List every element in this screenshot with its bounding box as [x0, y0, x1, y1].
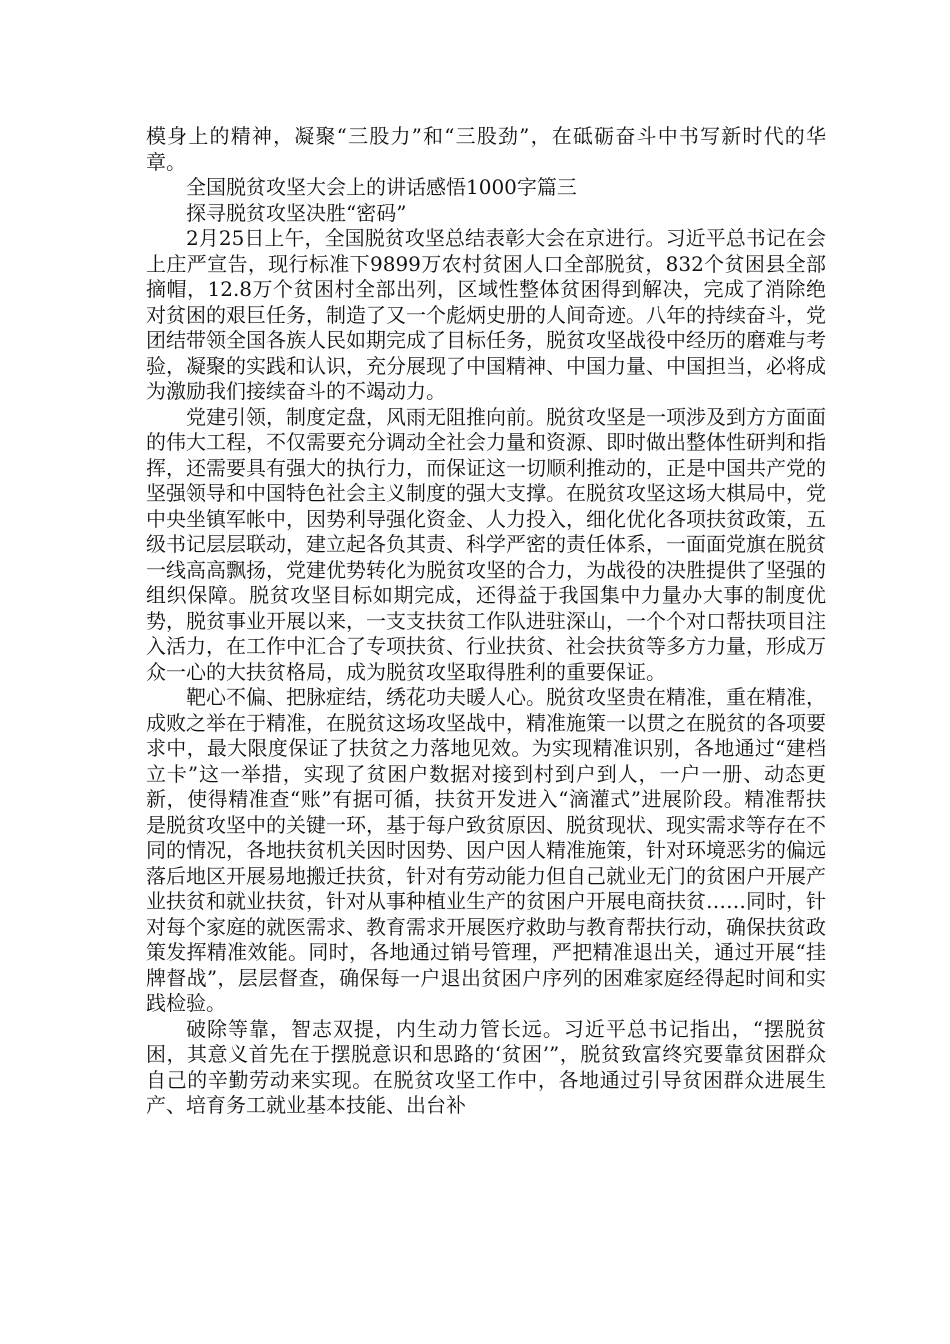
article-subtitle: 探寻脱贫攻坚决胜“密码” [186, 200, 407, 225]
paragraph-precision: 靶心不偏、把脉症结，绣花功夫暖人心。脱贫攻坚贵在精准，重在精准，成败之举在于精准，在脱贫这场攻坚战中，精准施策一以贯之在脱贫的各项要求中，最大限度保证了扶贫之力落地见效。为实现精准识别，各地通过“建档立卡”这一举措，实现了贫困户数据对接到村到户到人，一户一册、动态更新，使得精准查“账”有据可循，扶贫开发进入“滴灌式”进展阶段。精准帮扶是脱贫攻坚中的关键一环，基于每户致贫原因、脱贫现状、现实需求等存在不同的情况，各地扶贫机关因时因势、因户因人精准施策，针对环境恶劣的偏远落后地区开展易地搬迁扶贫，针对有劳动能力但自己就业无门的贫困户开展产业扶贫和就业扶贫，针对从事种植业生产的贫困户开展电商扶贫……同时，针对每个家庭的就医需求、教育需求开展医疗救助与教育帮扶行动，确保扶贫政策发挥精准效能。同时，各地通过销号管理，严把精准退出关，通过开展“挂牌督战”，层层督查，确保每一户退出贫困户序列的困难家庭经得起时间和实践检验。 [146, 685, 826, 1015]
paragraph-continuation: 模身上的精神，凝聚“三股力”和“三股劲”，在砥砺奋斗中书写新时代的华章。 [146, 124, 826, 174]
paragraph-party-leadership: 党建引领，制度定盘，风雨无阻推向前。脱贫攻坚是一项涉及到方方面面的伟大工程，不仅需要充分调动全社会力量和资源、即时做出整体性研判和指挥，还需要具有强大的执行力，而保证这一切顺利推动的，正是中国共产党的坚强领导和中国特色社会主义制度的强大支撑。在脱贫攻坚这场大棋局中，党中央坐镇军帐中，因势利导强化资金、人力投入，细化优化各项扶贫政策，五级书记层层联动，建立起各负其责、科学严密的责任体系，一面面党旗在脱贫一线高高飘扬，党建优势转化为脱贫攻坚的合力，为战役的决胜提供了坚强的组织保障。脱贫攻坚目标如期完成，还得益于我国集中力量办大事的制度优势，脱贫事业开展以来，一支支扶贫工作队进驻深山，一个个对口帮扶项目注入活力，在工作中汇合了专项扶贫、行业扶贫、社会扶贫等多方力量，形成万众一心的大扶贫格局，成为脱贫攻坚取得胜利的重要保证。 [146, 404, 826, 684]
paragraph-internal-motivation: 破除等靠，智志双提，内生动力管长远。习近平总书记指出，“摆脱贫困，其意义首先在于摆脱意识和思路的‘贫困’”，脱贫致富终究要靠贫困群众自己的辛勤劳动来实现。在脱贫攻坚工作中，各地通过引导贫困群众进展生产、培育务工就业基本技能、出台补 [146, 1016, 826, 1117]
paragraph-intro: 2月25日上午，全国脱贫攻坚总结表彰大会在京进行。习近平总书记在会上庄严宣告，现行标准下9899万农村贫困人口全部脱贫，832个贫困县全部摘帽，12.8万个贫困村全部出列，区域性整体贫困得到解决，完成了消除绝对贫困的艰巨任务，制造了又一个彪炳史册的人间奇迹。八年的持续奋斗，党团结带领全国各族人民如期完成了目标任务，脱贫攻坚战役中经历的磨难与考验，凝聚的实践和认识，充分展现了中国精神、中国力量、中国担当，必将成为激励我们接续奋斗的不竭动力。 [146, 226, 826, 403]
document-body [146, 124, 826, 1119]
article-title: 全国脱贫攻坚大会上的讲话感悟1000字篇三 [186, 175, 577, 199]
